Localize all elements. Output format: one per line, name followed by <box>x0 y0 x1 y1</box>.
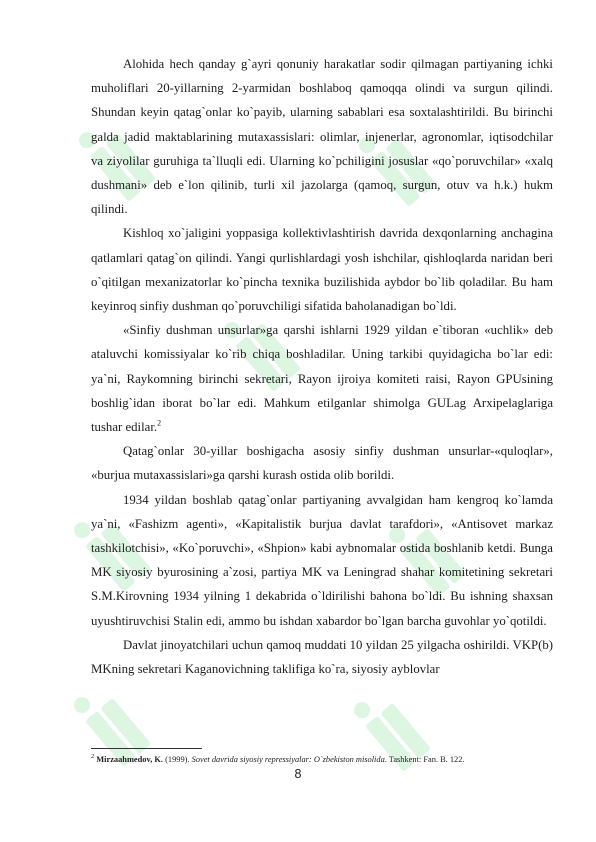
footnote <box>91 754 561 766</box>
paragraph-4 <box>91 439 553 487</box>
paragraph-3 <box>91 318 553 439</box>
footnote-divider <box>91 748 202 749</box>
paragraph-6-text: Davlat jinoyatchilari uchun qamoq muddati 10 yildan 25 yilgacha oshirildi. VKP(b) MKning sekretari Kaganovichning taklifiga ko`ra, siyosiy ayblovlar <box>91 637 553 677</box>
paragraph-6 <box>91 633 553 681</box>
page-number: 8 <box>294 767 302 781</box>
paragraph-3-text: «Sinfiy dushman unsurlar»ga qarshi ishlarni 1929 yildan e`tiboran «uchlik» deb ataluvchi komissiyalar ko`rib chiqa boshladilar. Uning tarkibi quyidagicha bo`lar edi: ya`ni, Raykomning birinchi sekretari, Rayon ijroiya komiteti raisi, Rayon GPUsining boshlig`idan iborat bo`lar edi. Mahkum etilganlar shimolga GULag Arxipelaglariga tushar edilar. <box>91 323 553 435</box>
footnote-author: Mirzaahmedov, K. <box>96 755 164 764</box>
paragraph-1 <box>91 52 553 221</box>
footnote-publication: . Tashkent: Fan. B. 122. <box>384 755 465 764</box>
paragraph-5 <box>91 488 553 633</box>
body-text <box>91 52 553 681</box>
footnote-year: (1999). <box>163 755 192 764</box>
paragraph-1-text: Alohida hech qanday g`ayri qonuniy harakatlar sodir qilmagan partiyaning ichki muholiflari 20-yillarning 2-yarmidan boshlaboq qamoqqa olindi va surgun qilindi. Shundan keyin qatag`onlar ko`payib, ularning sabablari esa soxtalashtirildi. Bu birinchi galda jadid maktablarining mutaxassislari: olimlar, injenerlar, agronomlar, iqtisodchilar va ziyolilar guruhiga ta`lluqli edi. Ularning ko`pchiligini josuslar «qo`poruvchilar» «xalq dushmani» deb e`lon qilinib, turli xil jazolarga (qamoq, surgun, otuv va h.k.) hukm qilindi. <box>91 57 553 217</box>
paragraph-5-text: 1934 yildan boshlab qatag`onlar partiyaning avvalgidan ham kengroq ko`lamda ya`ni, «Fashizm agenti», «Kapitalistik burjua davlat tarafdori», «Antisovet markaz tashkilotchisi», «Ko`poruvchi», «Shpion» kabi aybnomalar ostida boshlanib ketdi. Bunga MK siyosiy byurosining a`zosi, partiya MK va Leningrad shahar komitetining sekretari S.M.Kirovning 1934 yilning 1 dekabrida o`ldirilishi bahona bo`ldi. Bu ishning shaxsan uyushtiruvchisi Stalin edi, ammo bu ishdan xabardor bo`lgan barcha guvohlar yo`qotildi. <box>91 492 553 628</box>
paragraph-2-text: Kishloq xo`jaligini yoppasiga kollektivlashtirish davrida dexqonlarning anchagina qatlamlari qatag`on qilindi. Yangi qurlishlardagi yosh ishchilar, qishloqlarda naridan beri o`qitilgan mexanizatorlar ko`pincha texnika buzilishida aybdor bo`lib qoladilar. Bu ham keyinroq sinfiy dushman qo`poruvchiligi sifatida baholanadigan bo`ldi. <box>91 226 553 314</box>
footnote-number: 2 <box>91 753 95 761</box>
footnote-reference: 2 <box>157 418 162 428</box>
footnote-title: Sovet davrida siyosiy repressiyalar: O`zbekiston misolida <box>191 755 385 764</box>
paragraph-2 <box>91 221 553 318</box>
paragraph-4-text: Qatag`onlar 30-yillar boshigacha asosiy sinfiy dushman unsurlar-«quloqlar», «burjua mutaxassislari»ga qarshi kurash ostida olib borildi. <box>91 444 553 483</box>
